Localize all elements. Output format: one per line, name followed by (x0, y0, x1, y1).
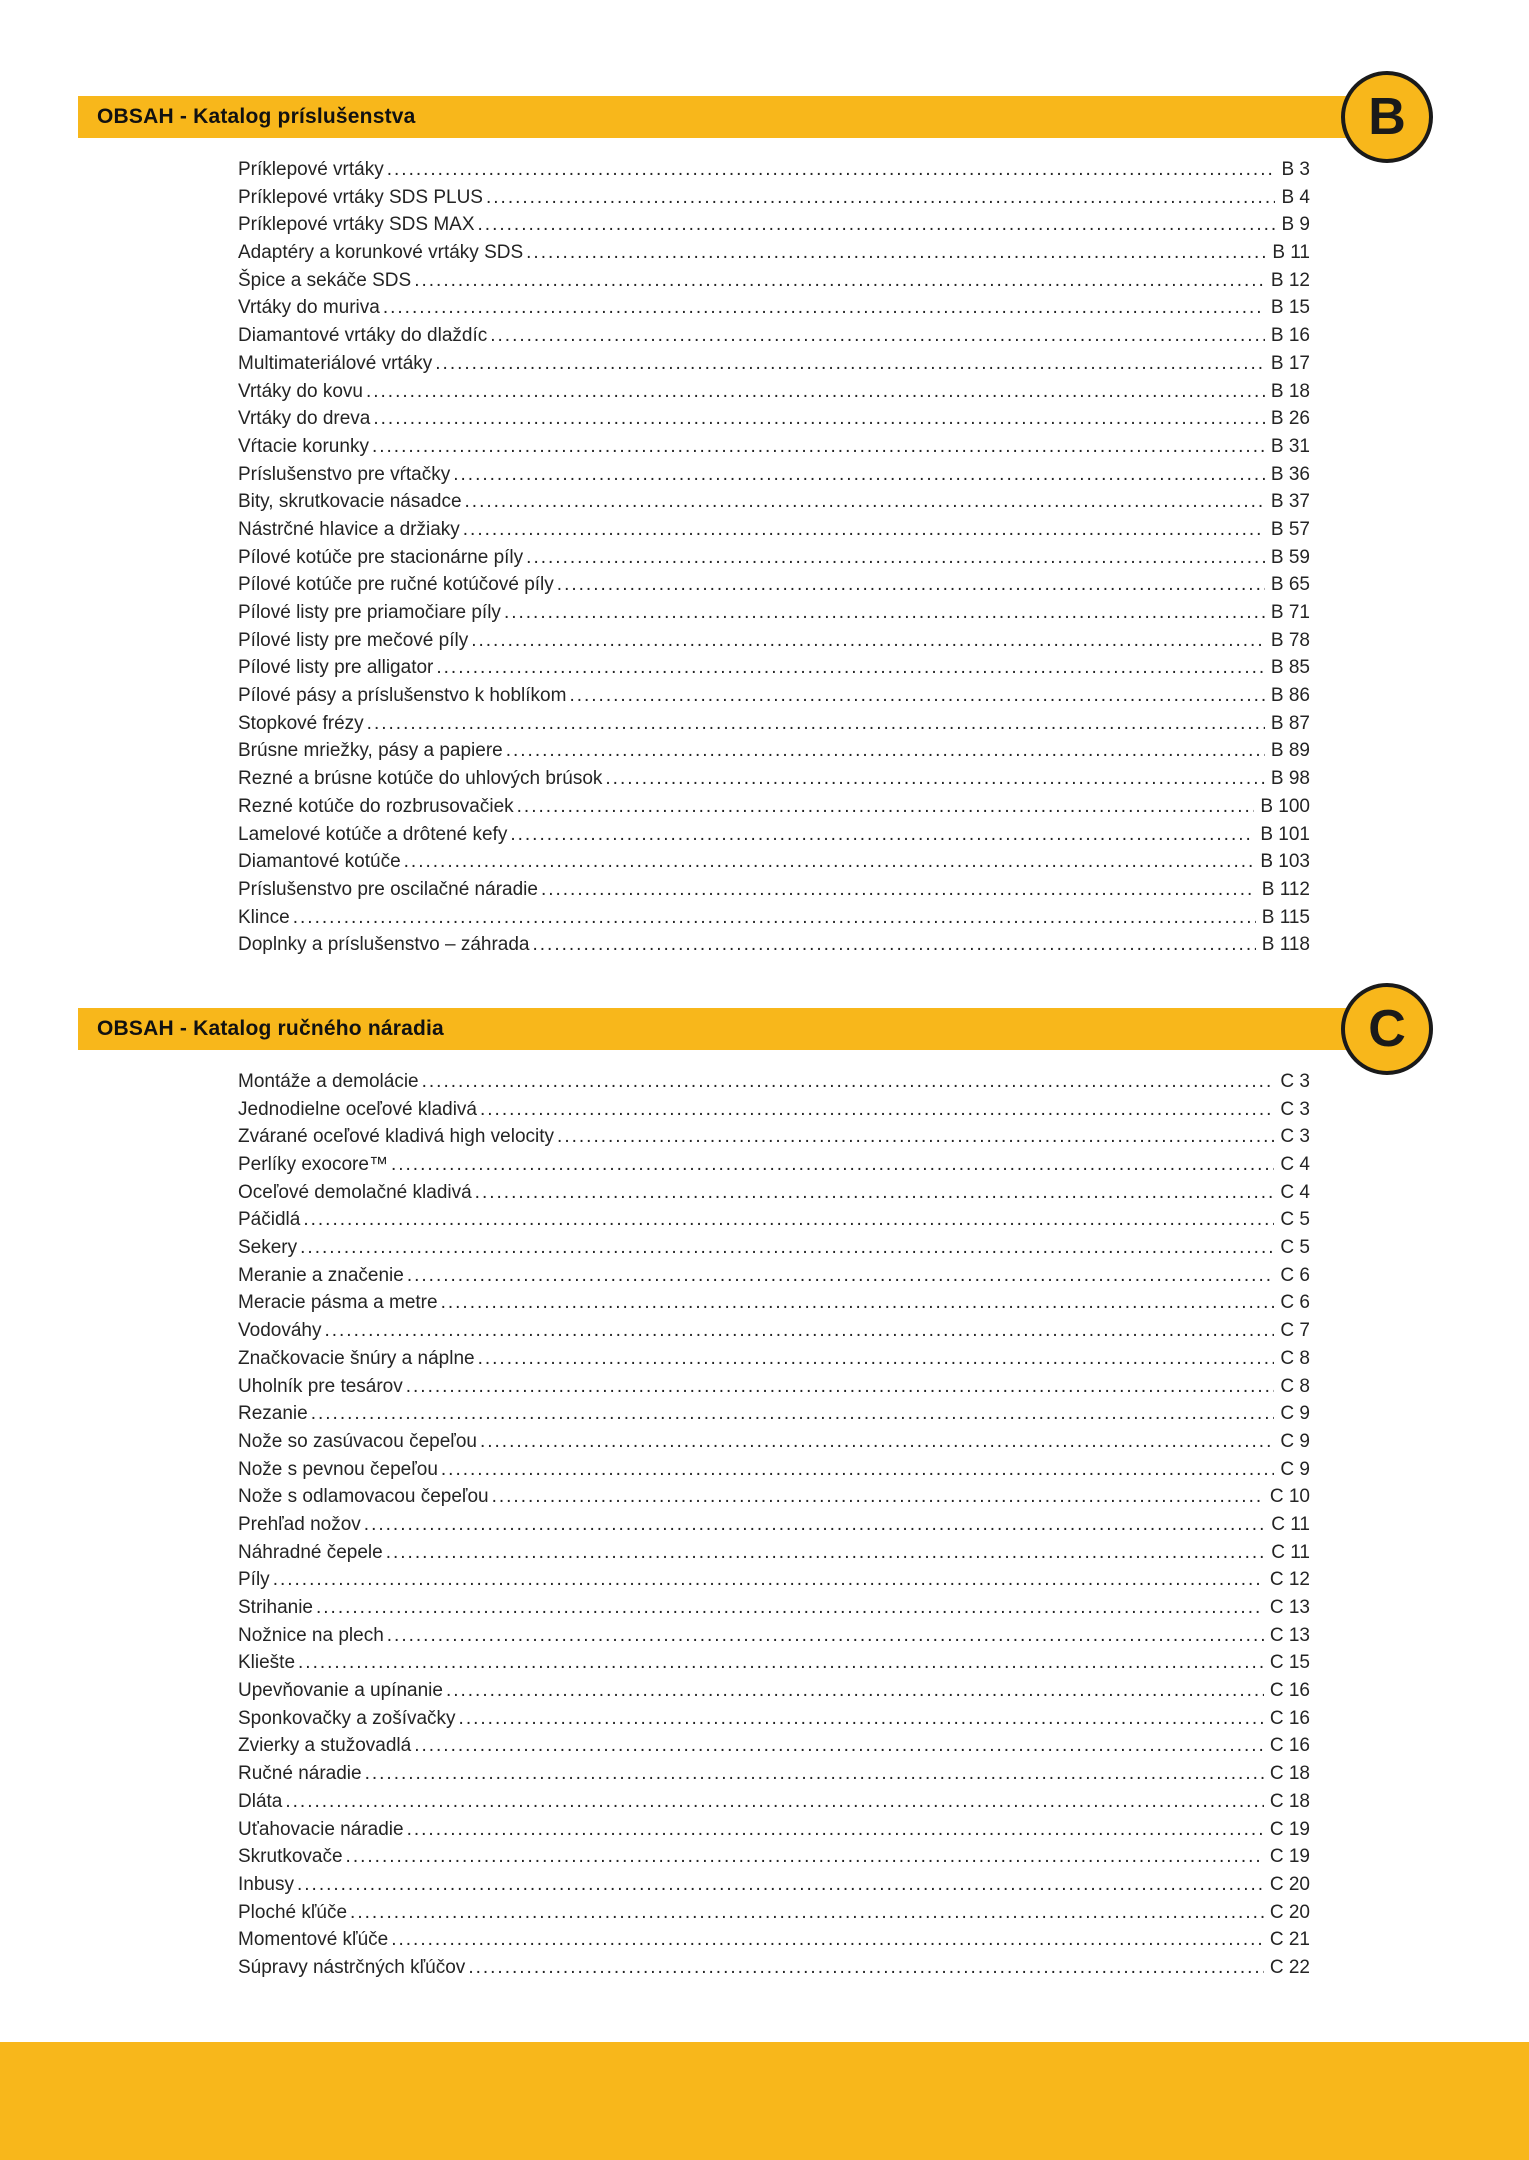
toc-list (238, 156, 1310, 959)
toc-entry-page: C 19 (1269, 1846, 1310, 1868)
dot-leader (435, 350, 1265, 378)
toc-entry[interactable] (238, 1400, 1310, 1428)
toc-entry[interactable] (238, 1732, 1310, 1760)
section-badge-circle (1341, 71, 1433, 163)
toc-entry[interactable] (238, 1649, 1310, 1677)
toc-entry-page: B 18 (1270, 380, 1310, 402)
section-badge-letter: B (1368, 88, 1406, 146)
toc-entry-label: Adaptéry a korunkové vrtáky SDS (238, 242, 524, 264)
section-badge-letter: C (1368, 999, 1406, 1058)
toc-entry[interactable] (238, 1566, 1310, 1594)
toc-entry-page: C 13 (1269, 1597, 1310, 1618)
toc-entry[interactable] (238, 1843, 1310, 1871)
toc-entry-label: Príklepové vrtáky SDS PLUS (238, 186, 483, 208)
toc-entry-label: Príklepové vrtáky (238, 159, 384, 180)
dot-leader (293, 904, 1256, 932)
toc-entry[interactable] (238, 627, 1310, 655)
toc-entry-page: C 9 (1280, 1430, 1310, 1452)
toc-entry-page: B 12 (1270, 269, 1310, 291)
toc-entry-label: Značkovacie šnúry a náplne (238, 1347, 475, 1369)
toc-entry[interactable] (238, 1151, 1310, 1179)
toc-entry[interactable] (238, 1594, 1310, 1622)
toc-entry-label: Diamantové vrtáky do dlaždíc (238, 325, 488, 347)
toc-entry-page: B 37 (1270, 491, 1310, 513)
toc-entry-page: B 17 (1270, 352, 1310, 374)
toc-entry-page: B 112 (1261, 878, 1310, 900)
dot-leader (383, 294, 1265, 322)
toc-entry[interactable] (238, 1899, 1310, 1927)
dot-leader (465, 488, 1265, 516)
toc-entry[interactable] (238, 876, 1310, 904)
toc-entry-label: Upevňovanie a upínanie (238, 1680, 443, 1702)
toc-entry-page: C 5 (1280, 1237, 1310, 1259)
toc-entry-label: Sekery (238, 1237, 298, 1259)
dot-leader (285, 1788, 1264, 1816)
toc-entry-label: Vrtáky do kovu (238, 380, 363, 402)
dot-leader (391, 1926, 1264, 1954)
toc-entry-page: B 4 (1281, 186, 1310, 208)
toc-entry-label: Nože s pevnou čepeľou (238, 1458, 438, 1480)
toc-entry-page: B 11 (1272, 242, 1310, 264)
dot-leader (475, 1179, 1275, 1207)
dot-leader (526, 544, 1265, 572)
toc-entry[interactable] (238, 1954, 1310, 1982)
toc-entry[interactable] (238, 1317, 1310, 1345)
toc-entry-page: C 8 (1280, 1375, 1310, 1397)
toc-entry[interactable] (238, 322, 1310, 350)
toc-entry-label: Montáže a demolácie (238, 1070, 419, 1092)
toc-entry-label: Nožnice na plech (238, 1624, 384, 1646)
toc-entry-page: B 26 (1270, 408, 1310, 430)
toc-entry-page: C 20 (1269, 1901, 1310, 1923)
toc-entry-label: Rezanie (238, 1403, 308, 1425)
toc-entry-page: C 7 (1280, 1320, 1310, 1342)
toc-entry-label: Perlíky exocore™ (238, 1154, 388, 1175)
dot-leader (406, 1373, 1275, 1401)
toc-entry-page: C 3 (1280, 1098, 1310, 1120)
toc-entry-page: C 16 (1269, 1735, 1310, 1757)
toc-entry[interactable] (238, 1123, 1310, 1151)
toc-entry[interactable] (238, 1234, 1310, 1262)
toc-entry[interactable] (238, 1539, 1310, 1567)
toc-entry-label: Pílové listy pre mečové píly (238, 629, 469, 651)
toc-entry-page: B 36 (1270, 463, 1310, 485)
toc-entry[interactable] (238, 1373, 1310, 1401)
toc-entry-page: C 21 (1269, 1929, 1310, 1951)
toc-entry[interactable] (238, 156, 1310, 184)
toc-entry-page: C 16 (1269, 1680, 1310, 1702)
toc-entry[interactable] (238, 184, 1310, 212)
dot-leader (446, 1677, 1264, 1705)
dot-leader (324, 1317, 1274, 1345)
toc-entry-label: Meranie a značenie (238, 1264, 404, 1286)
dot-leader (367, 710, 1265, 738)
toc-entry-page: B 65 (1270, 574, 1310, 596)
toc-entry-label: Skrutkovače (238, 1846, 343, 1868)
dot-leader (480, 1428, 1274, 1456)
toc-entry-page: C 3 (1280, 1126, 1310, 1148)
toc-entry-page: B 100 (1260, 795, 1310, 817)
toc-entry-page: C 10 (1269, 1486, 1310, 1508)
toc-section (0, 999, 1529, 1982)
toc-entry[interactable] (238, 350, 1310, 378)
dot-leader (441, 1456, 1275, 1484)
toc-entry-label: Zvárané oceľové kladivá high velocity (238, 1126, 555, 1148)
dot-leader (478, 1345, 1275, 1373)
toc-entry-page: B 98 (1270, 768, 1310, 790)
toc-entry-label: Pílové listy pre priamočiare píly (238, 602, 501, 623)
toc-entry-page: B 71 (1270, 602, 1310, 623)
dot-leader (517, 793, 1255, 821)
dot-leader (541, 876, 1256, 904)
toc-entry[interactable] (238, 1096, 1310, 1124)
dot-leader (387, 1622, 1264, 1650)
dot-leader (391, 1151, 1274, 1179)
toc-entry-page: B 59 (1270, 546, 1310, 568)
toc-entry-label: Vŕtacie korunky (238, 435, 369, 457)
toc-entry-page: C 18 (1269, 1790, 1310, 1812)
toc-entry[interactable] (238, 821, 1310, 849)
toc-entry-label: Príklepové vrtáky SDS MAX (238, 214, 475, 236)
dot-leader (478, 211, 1276, 239)
dot-leader (298, 1649, 1264, 1677)
toc-entry-label: Doplnky a príslušenstvo – záhrada (238, 934, 530, 956)
section-header-bar (78, 88, 1406, 146)
toc-entry[interactable] (238, 1345, 1310, 1373)
dot-leader (414, 267, 1265, 295)
dot-leader (407, 1262, 1275, 1290)
toc-entry[interactable] (238, 433, 1310, 461)
dot-leader (387, 156, 1276, 184)
dot-leader (346, 1843, 1264, 1871)
toc-entry[interactable] (238, 737, 1310, 765)
toc-entry[interactable] (238, 239, 1310, 267)
toc-entry-page: B 85 (1270, 657, 1310, 679)
toc-entry-page: C 8 (1280, 1347, 1310, 1369)
dot-leader (436, 654, 1265, 682)
toc-entry-label: Súpravy nástrčných kľúčov (238, 1956, 466, 1978)
toc-entry-page: B 89 (1270, 740, 1310, 762)
toc-entry-page: B 9 (1281, 214, 1310, 236)
toc-entry-page: C 3 (1280, 1070, 1310, 1092)
toc-entry[interactable] (238, 294, 1310, 322)
toc-entry[interactable] (238, 1262, 1310, 1290)
toc-entry-page: C 6 (1280, 1292, 1310, 1314)
dot-leader (372, 433, 1265, 461)
dot-leader (364, 1511, 1265, 1539)
toc-entry-label: Nože s odlamovacou čepeľou (238, 1486, 489, 1508)
section-header-bar (78, 999, 1406, 1058)
dot-leader (273, 1566, 1264, 1594)
toc-entry-page: C 6 (1280, 1264, 1310, 1286)
section-badge-circle (1341, 983, 1433, 1075)
dot-leader (404, 848, 1255, 876)
toc-entry[interactable] (238, 599, 1310, 627)
toc-entry-label: Ručné náradie (238, 1763, 362, 1785)
dot-leader (526, 239, 1266, 267)
toc-entry[interactable] (238, 516, 1310, 544)
toc-entry-label: Uholník pre tesárov (238, 1375, 403, 1397)
dot-leader (386, 1539, 1266, 1567)
toc-entry[interactable] (238, 1926, 1310, 1954)
toc-entry[interactable] (238, 1068, 1310, 1096)
toc-entry-page: B 15 (1270, 297, 1310, 319)
dot-leader (453, 461, 1265, 489)
toc-entry-label: Vrtáky do muriva (238, 297, 380, 319)
toc-entry-label: Multimateriálové vrtáky (238, 352, 433, 374)
toc-entry[interactable] (238, 1511, 1310, 1539)
toc-entry-page: C 11 (1271, 1541, 1310, 1563)
section-header-title: OBSAH - Katalog ručného náradia (97, 1016, 444, 1040)
toc-entry[interactable] (238, 654, 1310, 682)
toc-entry[interactable] (238, 211, 1310, 239)
toc-entry-label: Oceľové demolačné kladivá (238, 1181, 472, 1203)
toc-entry-label: Nástrčné hlavice a držiaky (238, 518, 460, 540)
toc-entry[interactable] (238, 1871, 1310, 1899)
toc-entry-page: B 16 (1270, 325, 1310, 347)
toc-entry-page: B 118 (1261, 934, 1310, 956)
toc-entry[interactable] (238, 1705, 1310, 1733)
toc-entry[interactable] (238, 544, 1310, 572)
toc-entry-label: Kliešte (238, 1652, 296, 1674)
dot-leader (490, 322, 1265, 350)
dot-leader (486, 184, 1275, 212)
toc-entry-page: B 115 (1261, 906, 1310, 928)
toc-entry-label: Pílové kotúče pre stacionárne píly (238, 546, 524, 568)
toc-entry-page: C 9 (1280, 1403, 1310, 1425)
toc-entry-page: C 19 (1269, 1818, 1310, 1840)
dot-leader (510, 821, 1254, 849)
dot-leader (492, 1483, 1264, 1511)
toc-entry-label: Píly (238, 1569, 270, 1591)
toc-entry-label: Lamelové kotúče a drôtené kefy (238, 823, 508, 845)
dot-leader (441, 1289, 1275, 1317)
dot-leader (373, 405, 1265, 433)
toc-entry-label: Náhradné čepele (238, 1541, 383, 1563)
toc-entry-page: C 4 (1280, 1181, 1310, 1203)
toc-entry-label: Špice a sekáče SDS (238, 269, 412, 291)
toc-entry[interactable] (238, 1179, 1310, 1207)
toc-entry[interactable] (238, 682, 1310, 710)
section-header-title: OBSAH - Katalog príslušenstva (97, 105, 416, 128)
toc-entry-label: Pílové kotúče pre ručné kotúčové píly (238, 574, 554, 596)
toc-entry[interactable] (238, 571, 1310, 599)
toc-entry-label: Vrtáky do dreva (238, 408, 371, 430)
sections-root (0, 88, 1529, 1982)
toc-entry-page: C 18 (1269, 1763, 1310, 1785)
dot-leader (569, 682, 1264, 710)
toc-entry-page: C 9 (1280, 1458, 1310, 1480)
toc-entry-page: C 15 (1269, 1652, 1310, 1674)
toc-entry-label: Sponkovačky a zošívačky (238, 1707, 456, 1729)
dot-leader (365, 1760, 1264, 1788)
toc-entry[interactable] (238, 1428, 1310, 1456)
toc-entry-page: C 22 (1269, 1956, 1310, 1978)
toc-entry-label: Meracie pásma a metre (238, 1292, 438, 1314)
toc-entry-page: C 11 (1271, 1513, 1310, 1535)
toc-entry-label: Ploché kľúče (238, 1901, 348, 1923)
toc-entry-label: Príslušenstvo pre vŕtačky (238, 463, 451, 485)
toc-entry-label: Klince (238, 906, 290, 928)
toc-entry[interactable] (238, 793, 1310, 821)
dot-leader (414, 1732, 1264, 1760)
dot-leader (506, 737, 1265, 765)
toc-entry-label: Strihanie (238, 1597, 313, 1618)
toc-entry-label: Dláta (238, 1790, 283, 1812)
toc-entry[interactable] (238, 1816, 1310, 1844)
dot-leader (300, 1234, 1274, 1262)
dot-leader (463, 516, 1265, 544)
dot-leader (471, 627, 1265, 655)
toc-list (238, 1068, 1310, 1982)
dot-leader (407, 1816, 1264, 1844)
toc-entry-page: B 103 (1260, 851, 1310, 873)
toc-entry-page: B 78 (1270, 629, 1310, 651)
toc-entry-label: Inbusy (238, 1873, 294, 1895)
toc-entry[interactable] (238, 267, 1310, 295)
toc-entry[interactable] (238, 378, 1310, 406)
toc-entry[interactable] (238, 1788, 1310, 1816)
toc-entry-page: B 3 (1281, 159, 1310, 180)
toc-entry-page: C 12 (1269, 1569, 1310, 1591)
dot-leader (605, 765, 1265, 793)
dot-leader (480, 1096, 1274, 1124)
toc-entry-label: Rezné a brúsne kotúče do uhlových brúsok (238, 768, 603, 790)
toc-entry[interactable] (238, 904, 1310, 932)
toc-entry-label: Zvierky a stužovadlá (238, 1735, 412, 1757)
toc-section (0, 88, 1529, 959)
dot-leader (422, 1068, 1275, 1096)
dot-leader (557, 571, 1265, 599)
footer-band (0, 2042, 1529, 2160)
toc-entry-label: Nože so zasúvacou čepeľou (238, 1430, 477, 1452)
dot-leader (468, 1954, 1264, 1982)
toc-entry-page: C 16 (1269, 1707, 1310, 1729)
toc-entry-label: Bity, skrutkovacie násadce (238, 491, 462, 513)
dot-leader (297, 1871, 1264, 1899)
toc-entry[interactable] (238, 1760, 1310, 1788)
dot-leader (504, 599, 1265, 627)
toc-entry-page: B 86 (1270, 685, 1310, 707)
toc-entry[interactable] (238, 1622, 1310, 1650)
toc-entry-label: Uťahovacie náradie (238, 1818, 404, 1840)
toc-entry[interactable] (238, 405, 1310, 433)
toc-entry-page: B 87 (1270, 712, 1310, 734)
toc-entry-page: B 101 (1260, 823, 1310, 845)
dot-leader (350, 1899, 1264, 1927)
toc-entry[interactable] (238, 488, 1310, 516)
toc-entry-label: Diamantové kotúče (238, 851, 401, 873)
toc-entry[interactable] (238, 1206, 1310, 1234)
toc-entry-label: Prehľad nožov (238, 1513, 361, 1535)
toc-entry-page: B 31 (1270, 435, 1310, 457)
dot-leader (459, 1705, 1264, 1733)
toc-entry-label: Jednodielne oceľové kladivá (238, 1098, 477, 1120)
toc-entry-page: C 20 (1269, 1873, 1310, 1895)
dot-leader (557, 1123, 1274, 1151)
dot-leader (533, 931, 1256, 959)
toc-entry[interactable] (238, 1483, 1310, 1511)
dot-leader (316, 1594, 1264, 1622)
dot-leader (311, 1400, 1275, 1428)
dot-leader (303, 1206, 1274, 1234)
toc-entry-label: Brúsne mriežky, pásy a papiere (238, 740, 503, 762)
toc-entry-label: Momentové kľúče (238, 1929, 389, 1951)
toc-entry[interactable] (238, 1677, 1310, 1705)
toc-entry-label: Pílové listy pre alligator (238, 657, 434, 679)
toc-entry-page: B 57 (1270, 518, 1310, 540)
toc-entry[interactable] (238, 1456, 1310, 1484)
toc-entry-page: C 4 (1280, 1154, 1310, 1175)
toc-entry-label: Pílové pásy a príslušenstvo k hoblíkom (238, 685, 567, 707)
toc-entry[interactable] (238, 710, 1310, 738)
toc-entry[interactable] (238, 461, 1310, 489)
toc-entry-label: Stopkové frézy (238, 712, 364, 734)
dot-leader (366, 378, 1265, 406)
toc-entry[interactable] (238, 1289, 1310, 1317)
toc-entry-label: Príslušenstvo pre oscilačné náradie (238, 878, 538, 900)
toc-entry[interactable] (238, 848, 1310, 876)
toc-entry-page: C 13 (1269, 1624, 1310, 1646)
toc-entry-page: C 5 (1280, 1209, 1310, 1231)
toc-entry-label: Vodováhy (238, 1320, 322, 1342)
toc-entry[interactable] (238, 931, 1310, 959)
toc-entry-label: Rezné kotúče do rozbrusovačiek (238, 795, 514, 817)
toc-entry-label: Páčidlá (238, 1209, 301, 1231)
toc-entry[interactable] (238, 765, 1310, 793)
